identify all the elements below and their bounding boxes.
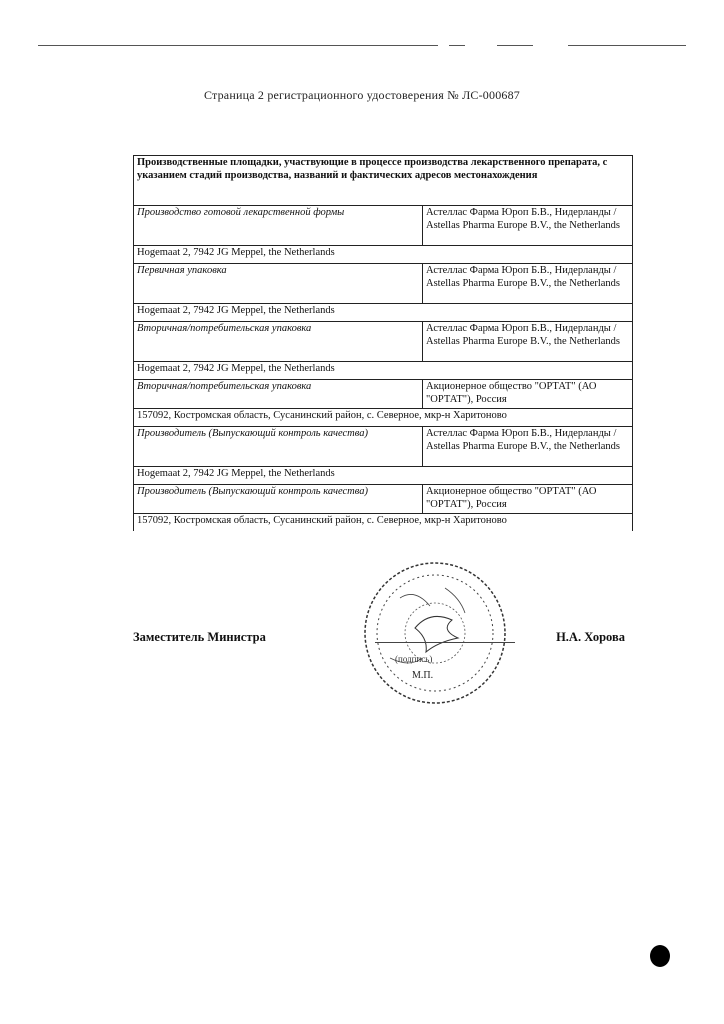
table-row	[134, 427, 633, 467]
signature-block	[133, 630, 633, 650]
organization-cell: Акционерное общество "ОРТАТ" (АО "ОРТАТ"), Россия	[423, 485, 633, 514]
organization-cell: Акционерное общество "ОРТАТ" (АО "ОРТАТ"), Россия	[423, 380, 633, 409]
scan-line	[449, 45, 465, 46]
organization-cell: Астеллас Фарма Юроп Б.В., Нидерланды / Astellas Pharma Europe B.V., the Netherlands	[423, 264, 633, 304]
table-row	[134, 206, 633, 246]
signature-line	[375, 642, 515, 643]
organization-cell: Астеллас Фарма Юроп Б.В., Нидерланды / Astellas Pharma Europe B.V., the Netherlands	[423, 322, 633, 362]
address-row	[134, 246, 633, 264]
address-row	[134, 362, 633, 380]
address-cell: 157092, Костромская область, Сусанинский район, с. Северное, мкр-н Харитоново	[134, 514, 633, 532]
stage-cell: Производство готовой лекарственной формы	[134, 206, 423, 246]
address-row	[134, 467, 633, 485]
page-header: Страница 2 регистрационного удостоверения № ЛС-000687	[203, 88, 521, 102]
address-cell: 157092, Костромская область, Сусанинский район, с. Северное, мкр-н Харитоново	[134, 409, 633, 427]
address-cell: Hogemaat 2, 7942 JG Meppel, the Netherlands	[134, 467, 633, 485]
signer-name: Н.А. Хорова	[556, 630, 625, 644]
scan-line	[568, 45, 686, 46]
stage-cell: Производитель (Выпускающий контроль качества)	[134, 485, 423, 514]
table-row	[134, 264, 633, 304]
address-row	[134, 304, 633, 322]
signer-position: Заместитель Министра	[133, 630, 266, 644]
stage-cell: Производитель (Выпускающий контроль качества)	[134, 427, 423, 467]
address-cell: Hogemaat 2, 7942 JG Meppel, the Netherlands	[134, 362, 633, 380]
table-row	[134, 485, 633, 514]
stamp-label: (подпись)	[395, 654, 433, 664]
address-row	[134, 409, 633, 427]
production-sites-table	[133, 155, 633, 531]
stamp-mp: М.П.	[412, 670, 434, 681]
scan-line	[497, 45, 533, 46]
scan-line	[38, 45, 438, 46]
address-cell: Hogemaat 2, 7942 JG Meppel, the Netherlands	[134, 304, 633, 322]
stage-cell: Вторичная/потребительская упаковка	[134, 322, 423, 362]
organization-cell: Астеллас Фарма Юроп Б.В., Нидерланды / Astellas Pharma Europe B.V., the Netherlands	[423, 427, 633, 467]
scan-dot	[650, 945, 670, 967]
table-heading-row	[134, 156, 633, 206]
table-row	[134, 380, 633, 409]
address-row	[134, 514, 633, 532]
table-heading: Производственные площадки, участвующие в процессе производства лекарственного препарата, с указанием стадий производства, названий и фактических адресов местонахождения	[134, 156, 633, 206]
stage-cell: Первичная упаковка	[134, 264, 423, 304]
stage-cell: Вторичная/потребительская упаковка	[134, 380, 423, 409]
organization-cell: Астеллас Фарма Юроп Б.В., Нидерланды / Astellas Pharma Europe B.V., the Netherlands	[423, 206, 633, 246]
address-cell: Hogemaat 2, 7942 JG Meppel, the Netherlands	[134, 246, 633, 264]
table-row	[134, 322, 633, 362]
